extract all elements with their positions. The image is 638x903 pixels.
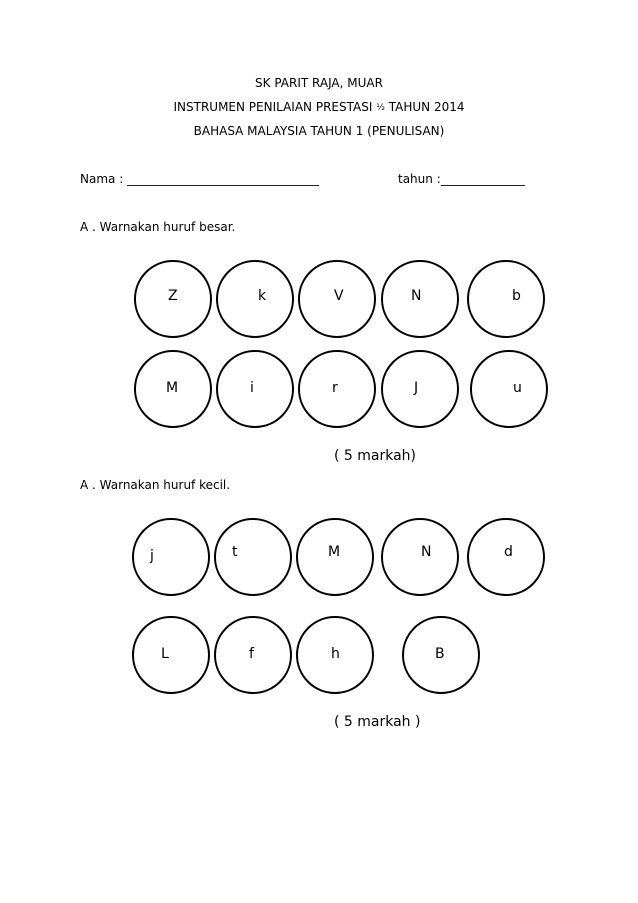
circle-letter: d: [504, 544, 513, 560]
circle-letter: f: [249, 646, 254, 662]
circle-letter: J: [414, 380, 419, 396]
instrument-title-suffix: TAHUN 2014: [388, 100, 465, 114]
letter-circle[interactable]: [132, 616, 210, 694]
section-a-instruction: A . Warnakan huruf besar.: [80, 220, 236, 234]
letter-circle[interactable]: [132, 518, 210, 596]
letter-circle[interactable]: [381, 350, 459, 428]
circle-letter: M: [328, 544, 341, 560]
instrument-title: [0, 100, 638, 114]
circle-letter: t: [232, 544, 238, 560]
instrument-title-fraction: ½: [376, 103, 385, 113]
circle-letter: h: [331, 646, 340, 662]
section-b-marks: ( 5 markah ): [334, 714, 421, 730]
circle-letter: k: [258, 288, 267, 304]
name-field-label: Nama : ________________________________: [80, 172, 320, 186]
circle-letter: N: [421, 544, 432, 560]
circle-letter: Z: [168, 288, 178, 304]
letter-circle[interactable]: [216, 350, 294, 428]
section-a-marks: ( 5 markah): [334, 448, 417, 464]
circle-letter: B: [435, 646, 445, 662]
circle-letter: j: [150, 548, 154, 564]
circle-letter: L: [161, 646, 169, 662]
circle-letter: M: [166, 380, 179, 396]
circle-letter: N: [411, 288, 422, 304]
letter-circle[interactable]: [470, 350, 548, 428]
year-field-label: tahun :______________: [398, 172, 525, 186]
letter-circle[interactable]: [214, 518, 292, 596]
circle-letter: b: [512, 288, 521, 304]
circle-letter: V: [334, 288, 344, 304]
school-name: SK PARIT RAJA, MUAR: [255, 76, 383, 90]
letter-circle[interactable]: [216, 260, 294, 338]
circle-letter: i: [250, 380, 254, 396]
section-b-instruction: A . Warnakan huruf kecil.: [80, 478, 231, 492]
instrument-title-prefix: INSTRUMEN PENILAIAN PRESTASI: [173, 100, 373, 114]
subject-title: BAHASA MALAYSIA TAHUN 1 (PENULISAN): [193, 124, 445, 138]
circle-letter: u: [513, 380, 522, 396]
circle-letter: r: [332, 380, 338, 396]
letter-circle[interactable]: [467, 260, 545, 338]
letter-circle[interactable]: [381, 518, 459, 596]
